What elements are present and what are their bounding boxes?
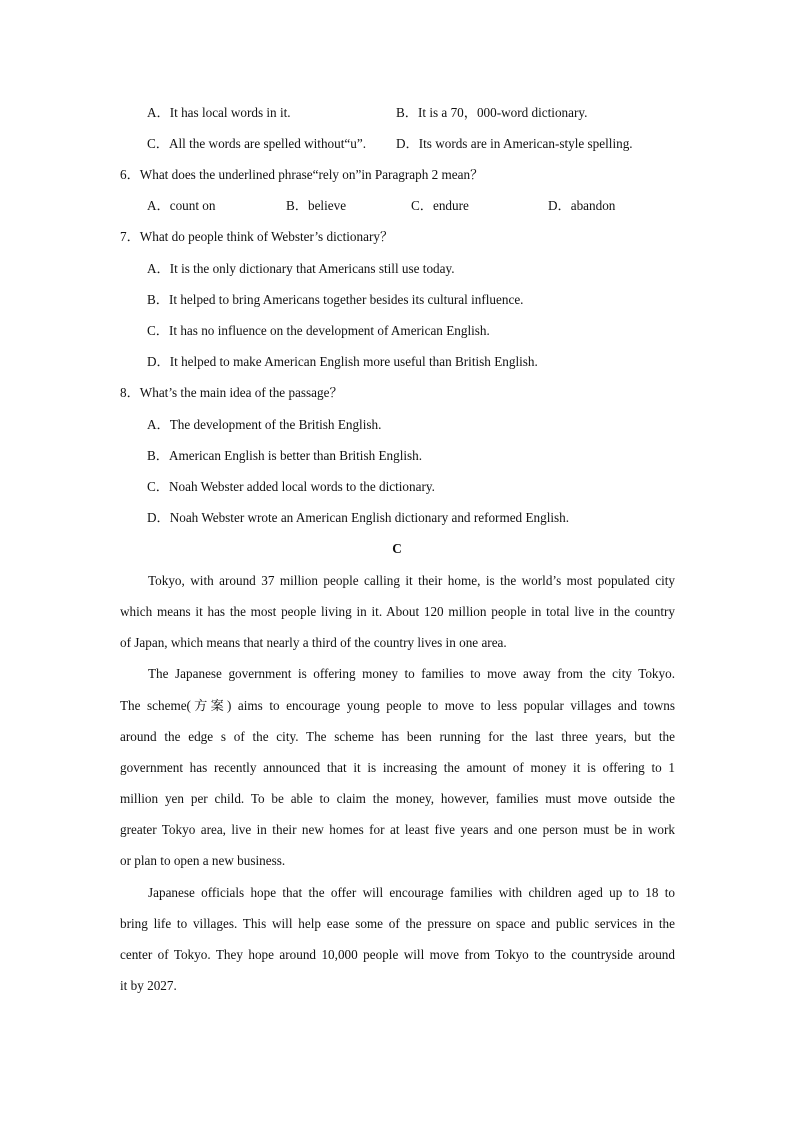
q7-option-c: C．It has no influence on the development of American English. [147,323,490,338]
paragraph-line: The scheme(方案) aims to encourage young people to move to less popular villages and towns [120,698,675,713]
q6-option-d: D．abandon [548,198,616,213]
q7-question: 7．What do people think of Webster’s dictionary？ [120,229,394,244]
paragraph-line: Japanese officials hope that the offer will encourage families with children aged up to 18 to [148,885,675,900]
q5-option-b: B．It is a 70，000-word dictionary. [396,105,588,120]
q7-option-b: B．It helped to bring Americans together besides its cultural influence. [147,292,524,307]
q8-option-a: A．The development of the British English. [147,417,382,432]
paragraph-line: of Japan, which means that nearly a third of the country lives in one area. [120,635,507,650]
paragraph-line: center of Tokyo. They hope around 10,000 people will move from Tokyo to the countryside around [120,947,675,962]
paragraph-line: million yen per child. To be able to claim the money, however, families must move outside the [120,791,675,806]
q8-option-d: D．Noah Webster wrote an American English dictionary and reformed English. [147,510,570,525]
q5-option-c: C．All the words are spelled without“u”. [147,136,367,151]
paragraph-line: bring life to villages. This will help ease some of the pressure on space and public services in the [120,916,675,931]
q7-option-a: A．It is the only dictionary that Americans still use today. [147,261,455,276]
paragraph-line: greater Tokyo area, live in their new homes for at least five years and one person must be in work [120,822,675,837]
paragraph-line: which means it has the most people living in it. About 120 million people in total live in the country [120,604,675,619]
section-heading: C [392,541,402,556]
q6-option-b: B．believe [286,198,347,213]
paragraph-line: it by 2027. [120,978,177,993]
q5-option-d: D．Its words are in American-style spelling. [396,136,633,151]
paragraph-line: or plan to open a new business. [120,853,286,868]
paragraph-line: government has recently announced that it is increasing the amount of money it is offering to 1 [120,760,675,775]
q8-option-c: C．Noah Webster added local words to the dictionary. [147,479,435,494]
q7-option-d: D．It helped to make American English more useful than British English. [147,354,538,369]
paragraph-line: around the edge s of the city. The scheme has been running for the last three years, but the [120,729,675,744]
q6-question: 6．What does the underlined phrase“rely on”in Paragraph 2 mean？ [120,167,484,182]
q5-option-a: A．It has local words in it. [147,105,291,120]
q6-option-a: A．count on [147,198,216,213]
q8-question: 8．What’s the main idea of the passage？ [120,385,343,400]
q8-option-b: B．American English is better than British English. [147,448,423,463]
q6-option-c: C．endure [411,198,469,213]
paragraph-line: Tokyo, with around 37 million people calling it their home, is the world’s most populated city [148,573,675,588]
paragraph-line: The Japanese government is offering money to families to move away from the city Tokyo. [148,666,675,681]
